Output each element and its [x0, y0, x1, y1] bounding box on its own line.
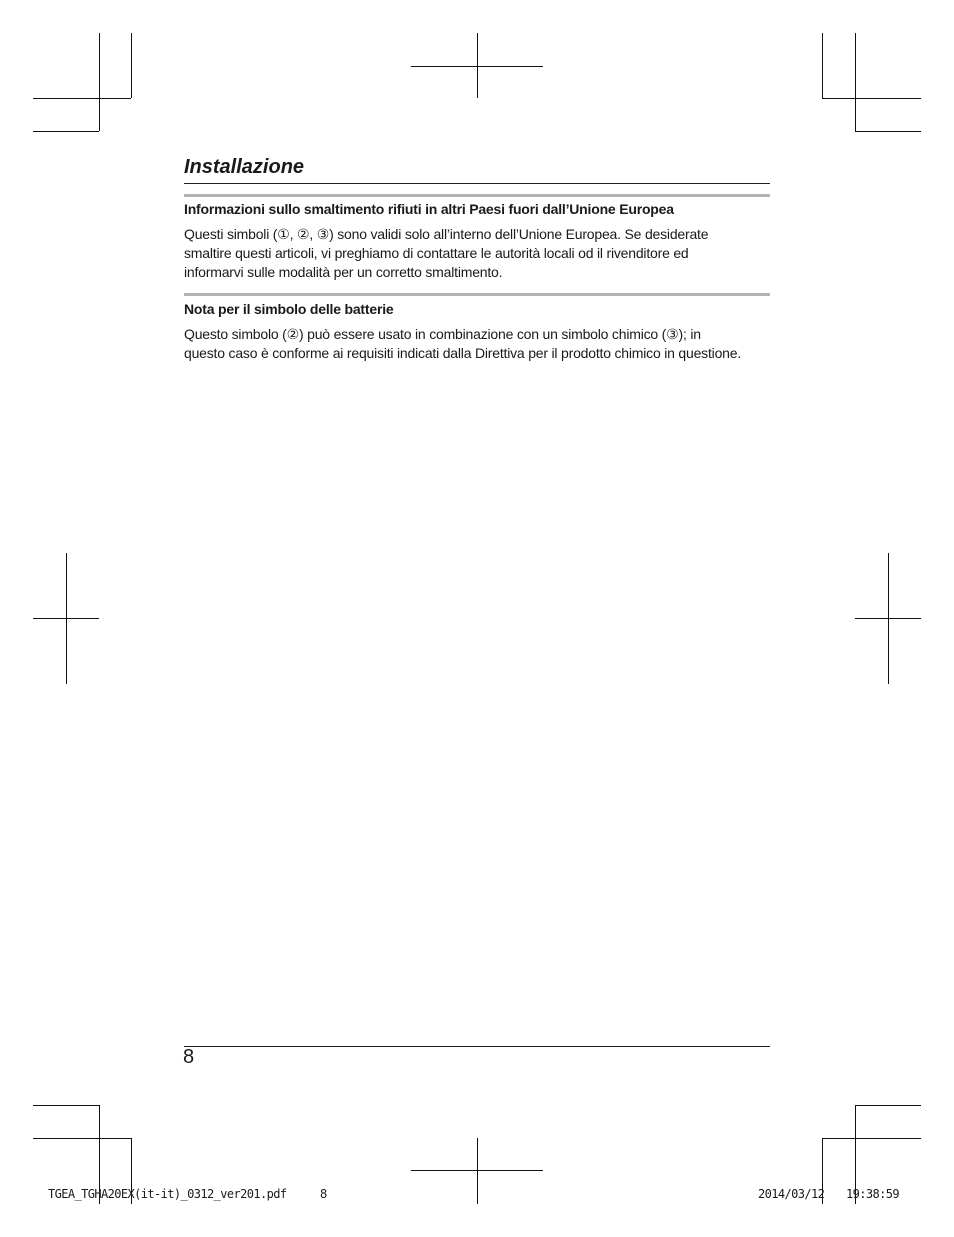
slug-file-name: TGEA_TGHA20EX(it-it)_0312_ver201.pdf [48, 1187, 287, 1201]
body-line: informarvi sulle modalità per un corretto smaltimento. [184, 264, 503, 280]
header-rule [184, 183, 770, 184]
section-body-battery [184, 325, 784, 363]
section-title: Installazione [184, 156, 305, 178]
page-number: 8 [183, 1046, 195, 1068]
crop-mark-top-left [33, 33, 132, 132]
body-line: Questo simbolo (②) può essere usato in combinazione con un simbolo chimico (③); in [184, 326, 701, 342]
footer-rule [184, 1046, 770, 1047]
registration-mark-bottom [411, 1138, 543, 1204]
section-divider [184, 293, 770, 296]
registration-mark-top [411, 33, 543, 98]
section-heading-battery: Nota per il simbolo delle batterie [184, 301, 394, 317]
section-divider [184, 194, 770, 197]
crop-mark-top-right [822, 33, 921, 132]
body-line: Questi simboli (①, ②, ③) sono validi solo all’interno dell’Unione Europea. Se desiderate [184, 226, 709, 242]
body-line: questo caso è conforme ai requisiti indicati dalla Direttiva per il prodotto chimico in questione. [184, 345, 742, 361]
slug-page: 8 [320, 1187, 327, 1201]
body-line: smaltire questi articoli, vi preghiamo di contattare le autorità locali od il rivenditore ed [184, 245, 689, 261]
slug-time: 19:38:59 [846, 1187, 899, 1201]
section-body-disposal [184, 225, 784, 282]
registration-mark-left [33, 553, 99, 684]
slug-date: 2014/03/12 [758, 1187, 825, 1201]
section-heading-disposal: Informazioni sullo smaltimento rifiuti in altri Paesi fuori dall’Unione Europea [184, 201, 674, 217]
registration-mark-right [855, 553, 921, 684]
